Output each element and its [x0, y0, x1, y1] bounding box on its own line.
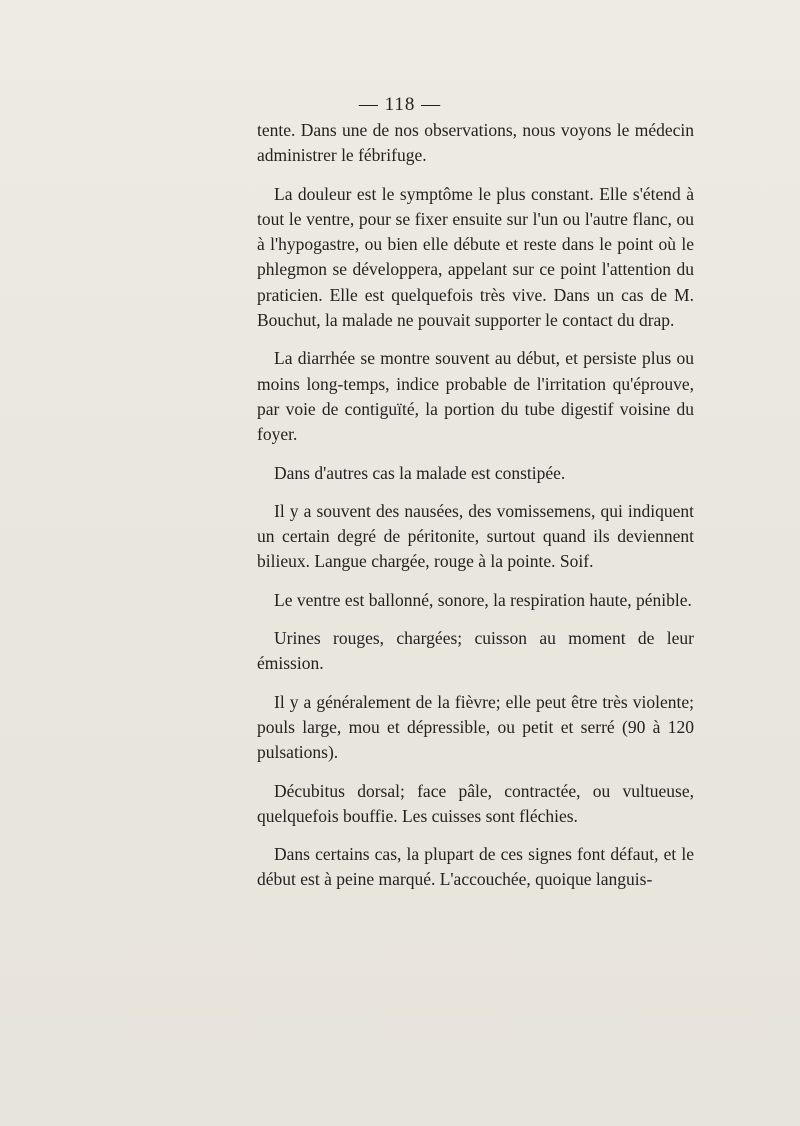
paragraph-absent-signs: Dans certains cas, la plupart de ces signes font défaut, et le début est à peine marqué. L'accouchée, quoique languis-: [257, 844, 694, 890]
paragraph-decubitus: Décubitus dorsal; face pâle, contractée, ou vultueuse, quelquefois bouffie. Les cuisses sont fléchies.: [257, 780, 694, 826]
page-number: — 118 —: [358, 94, 442, 115]
paragraph-constipation: Dans d'autres cas la malade est constipée.: [274, 462, 566, 483]
paragraph-nausea: Il y a souvent des nausées, des vomissemens, qui indiquent un certain degré de péritonite, surtout quand ils deviennent bilieux. Langue chargée, rouge à la pointe. Soif.: [257, 500, 694, 572]
paragraph-abdomen: Le ventre est ballonné, sonore, la respiration haute, pénible.: [274, 589, 692, 610]
paragraph-pain: La douleur est le symptôme le plus constant. Elle s'étend à tout le ventre, pour se fixer ensuite sur l'un ou l'autre flanc, ou à l'hypogastre, ou bien elle débute et reste dans le point où le phlegmon se développera, appelant sur ce point l'attention du praticien. Elle est quelquefois très vive. Dans un cas de M. Bouchut, la malade ne pouvait supporter le contact du drap.: [257, 183, 694, 331]
body-text: [257, 118, 694, 906]
paragraph-diarrhea: La diarrhée se montre souvent au début, et persiste plus ou moins long-temps, indice probable de l'irritation qu'éprouve, par voie de contiguïté, la portion du tube digestif voisine du foyer.: [257, 348, 694, 445]
paragraph-continuation: tente. Dans une de nos observations, nous voyons le médecin administrer le fébrifuge.: [257, 120, 694, 166]
paragraph-fever: Il y a généralement de la fièvre; elle peut être très violente; pouls large, mou et dépressible, ou petit et serré (90 à 120 pulsations).: [257, 691, 694, 763]
paragraph-urine: Urines rouges, chargées; cuisson au moment de leur émission.: [257, 628, 694, 674]
